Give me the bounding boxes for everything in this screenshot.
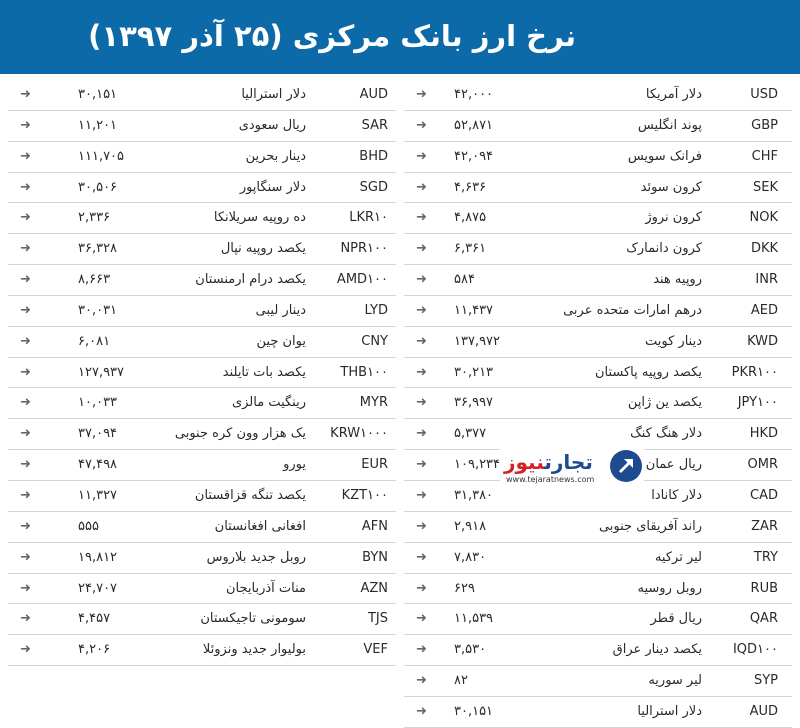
arrow-icon: ➜ xyxy=(416,673,427,689)
currency-row xyxy=(404,604,792,635)
currency-code: LYD xyxy=(364,302,388,318)
currency-code: GBP xyxy=(751,117,778,133)
currency-row xyxy=(404,419,792,450)
currency-code: BHD xyxy=(359,148,388,164)
currency-code: SAR xyxy=(361,117,388,133)
arrow-icon: ➜ xyxy=(416,518,427,534)
currency-table-left xyxy=(8,80,396,666)
currency-name: افغانی افغانستان xyxy=(214,518,306,534)
currency-row xyxy=(8,142,396,173)
currency-row xyxy=(404,173,792,204)
logo-brand-red: نیوز xyxy=(504,450,545,474)
currency-row xyxy=(404,666,792,697)
currency-code: NPR۱۰۰ xyxy=(340,241,388,257)
arrow-icon: ➜ xyxy=(20,333,31,349)
currency-name: روبل روسیه xyxy=(637,580,702,596)
currency-name: یوان چین xyxy=(256,333,306,349)
currency-row xyxy=(404,512,792,543)
arrow-icon: ➜ xyxy=(20,87,31,102)
currency-row xyxy=(8,203,396,234)
currency-code: JPY۱۰۰ xyxy=(737,395,778,411)
rate-value: ۶,۳۶۱ xyxy=(454,241,487,257)
currency-row xyxy=(8,450,396,481)
rate-value: ۱۹,۸۱۲ xyxy=(78,549,118,565)
arrow-icon: ➜ xyxy=(20,426,31,442)
currency-code: SYP xyxy=(753,673,778,689)
currency-name: یورو xyxy=(283,457,306,473)
rate-value: ۱۱,۲۰۱ xyxy=(78,117,118,133)
rate-value: ۱۱,۴۳۷ xyxy=(454,302,494,318)
currency-code: KRW۱۰۰۰ xyxy=(330,426,388,442)
arrow-icon: ➜ xyxy=(416,179,427,195)
currency-row xyxy=(8,604,396,635)
currency-code: LKR۱۰ xyxy=(349,210,388,226)
currency-row xyxy=(404,697,792,728)
arrow-icon: ➜ xyxy=(20,580,31,596)
currency-row xyxy=(8,419,396,450)
rate-value: ۱۱۱,۷۰۵ xyxy=(78,148,125,164)
rate-value: ۳۰,۲۱۳ xyxy=(454,364,494,380)
currency-name: رینگیت مالزی xyxy=(231,395,306,411)
rate-value: ۸,۶۶۳ xyxy=(78,272,111,288)
arrow-icon: ➜ xyxy=(20,364,31,380)
rate-value: ۱۰,۰۳۳ xyxy=(78,395,118,411)
currency-row xyxy=(8,234,396,265)
rate-value: ۶۲۹ xyxy=(454,580,475,596)
currency-code: AMD۱۰۰ xyxy=(336,272,388,288)
arrow-icon: ➜ xyxy=(416,580,427,596)
arrow-icon: ➜ xyxy=(20,611,31,627)
rate-value: ۲۴,۷۰۷ xyxy=(78,580,118,596)
arrow-icon: ➜ xyxy=(20,272,31,288)
rate-value: ۳۶,۳۲۸ xyxy=(78,241,118,257)
rate-value: ۴۷,۴۹۸ xyxy=(78,457,118,473)
currency-row xyxy=(8,265,396,296)
currency-row xyxy=(404,142,792,173)
currency-name: دلار کانادا xyxy=(651,487,702,503)
currency-row xyxy=(404,388,792,419)
currency-name: بولیوار جدید ونزوئلا xyxy=(202,642,306,658)
arrow-icon: ➜ xyxy=(20,487,31,503)
arrow-icon: ➜ xyxy=(416,487,427,503)
currency-name: دلار هنگ کنگ xyxy=(630,426,702,442)
rate-value: ۴,۸۷۵ xyxy=(454,210,487,226)
currency-code: ZAR xyxy=(751,518,778,534)
arrow-icon: ➜ xyxy=(20,241,31,257)
currency-row xyxy=(8,388,396,419)
rate-value: ۶,۰۸۱ xyxy=(78,333,111,349)
currency-name: یکصد روپیه نپال xyxy=(220,241,306,257)
arrow-icon: ➜ xyxy=(416,87,427,102)
currency-name: یکصد روپیه پاکستان xyxy=(594,364,702,380)
currency-name: دلار استرالیا xyxy=(241,87,306,102)
currency-name: یکصد درام ارمنستان xyxy=(195,272,306,288)
currency-code: AUD xyxy=(749,703,778,719)
currency-name: منات آذربایجان xyxy=(226,580,306,596)
currency-code: AZN xyxy=(360,580,388,596)
tejaratnews-logo xyxy=(500,448,644,488)
currency-row xyxy=(8,635,396,666)
arrow-icon: ➜ xyxy=(416,117,427,133)
currency-name: درهم امارات متحده عربی xyxy=(563,302,702,318)
logo-brand xyxy=(504,450,593,474)
currency-code: NOK xyxy=(749,210,778,226)
rate-value: ۱۰۹,۲۳۴ xyxy=(454,457,501,473)
logo-url: www.tejaratnews.com xyxy=(506,475,595,484)
rate-value: ۳۶,۹۹۷ xyxy=(454,395,494,411)
arrow-icon: ➜ xyxy=(20,210,31,226)
arrow-icon: ➜ xyxy=(20,642,31,658)
currency-row xyxy=(8,574,396,605)
rate-value: ۱۱,۳۲۷ xyxy=(78,487,118,503)
rate-value: ۵۲,۸۷۱ xyxy=(454,117,494,133)
arrow-icon: ➜ xyxy=(416,426,427,442)
currency-name: یکصد ین ژاپن xyxy=(627,395,702,411)
currency-name: دلار استرالیا xyxy=(637,703,702,719)
currency-row xyxy=(404,574,792,605)
currency-row xyxy=(404,358,792,389)
rate-value: ۸۲ xyxy=(454,673,468,689)
currency-row xyxy=(8,173,396,204)
arrow-icon: ➜ xyxy=(416,333,427,349)
rate-value: ۲,۹۱۸ xyxy=(454,518,487,534)
currency-name: روپیه هند xyxy=(653,272,702,288)
currency-code: KWD xyxy=(747,333,778,349)
currency-code: AED xyxy=(750,302,778,318)
currency-name: دینار کویت xyxy=(645,333,702,349)
currency-code: MYR xyxy=(359,395,388,411)
currency-name: یکصد دینار عراق xyxy=(612,642,702,658)
page-title: نرخ ارز بانک مرکزی (۲۵ آذر ۱۳۹۷) xyxy=(88,19,576,53)
rate-value: ۱۱,۵۳۹ xyxy=(454,611,494,627)
currency-code: DKK xyxy=(750,241,778,257)
currency-code: CHF xyxy=(751,148,778,164)
currency-name: سومونی تاجیکستان xyxy=(200,611,306,627)
currency-name: کرون دانمارک xyxy=(626,241,702,257)
currency-code: TJS xyxy=(367,611,388,627)
arrow-icon: ➜ xyxy=(20,148,31,164)
currency-code: IQD۱۰۰ xyxy=(732,642,778,658)
rate-value: ۴۲,۰۰۰ xyxy=(454,87,494,102)
arrow-icon: ➜ xyxy=(416,703,427,719)
currency-name: کرون نروژ xyxy=(645,210,702,226)
arrow-icon: ➜ xyxy=(20,179,31,195)
currency-row xyxy=(8,543,396,574)
arrow-icon: ➜ xyxy=(20,395,31,411)
currency-code: SGD xyxy=(359,179,388,195)
logo-brand-black: تجارت xyxy=(544,450,593,474)
arrow-icon: ➜ xyxy=(416,302,427,318)
header-bar xyxy=(0,0,800,74)
currency-row xyxy=(8,358,396,389)
currency-name: ده روپیه سریلانکا xyxy=(213,210,306,226)
currency-name: پوند انگلیس xyxy=(637,117,702,133)
arrow-icon: ➜ xyxy=(416,611,427,627)
logo-mark-icon xyxy=(610,450,642,482)
currency-row xyxy=(8,296,396,327)
currency-code: RUB xyxy=(750,580,778,596)
currency-code: OMR xyxy=(747,457,778,473)
currency-name: کرون سوئد xyxy=(640,179,702,195)
currency-code: KZT۱۰۰ xyxy=(341,487,388,503)
currency-row xyxy=(8,111,396,142)
currency-code: INR xyxy=(755,272,778,288)
currency-name: دلار آمریکا xyxy=(645,87,702,102)
currency-name: دینار بحرین xyxy=(245,148,306,164)
rate-value: ۵,۳۷۷ xyxy=(454,426,487,442)
currency-name: روبل جدید بلاروس xyxy=(206,549,306,565)
rate-value: ۲,۳۳۶ xyxy=(78,210,111,226)
currency-code: CNY xyxy=(361,333,388,349)
currency-name: ریال قطر xyxy=(650,611,702,627)
currency-row xyxy=(404,635,792,666)
rate-value: ۵۵۵ xyxy=(78,518,99,534)
arrow-icon: ➜ xyxy=(416,364,427,380)
currency-table-right xyxy=(404,80,792,728)
currency-name: راند آفریقای جنوبی xyxy=(598,518,702,534)
currency-code: HKD xyxy=(749,426,778,442)
currency-row xyxy=(8,80,396,111)
currency-row xyxy=(404,234,792,265)
arrow-icon: ➜ xyxy=(20,457,31,473)
rate-value: ۴,۲۰۶ xyxy=(78,642,111,658)
currency-code: THB۱۰۰ xyxy=(340,364,388,380)
rate-value: ۳۰,۵۰۶ xyxy=(78,179,118,195)
rate-value: ۳۰,۱۵۱ xyxy=(454,703,494,719)
currency-name: یک هزار وون کره جنوبی xyxy=(174,426,306,442)
arrow-icon: ➜ xyxy=(20,518,31,534)
rate-value: ۱۳۷,۹۷۲ xyxy=(454,333,501,349)
arrow-icon: ➜ xyxy=(416,272,427,288)
arrow-icon: ➜ xyxy=(20,117,31,133)
currency-row xyxy=(8,327,396,358)
rate-value: ۴,۴۵۷ xyxy=(78,611,111,627)
rate-value: ۵۸۴ xyxy=(454,272,475,288)
currency-code: CAD xyxy=(750,487,778,503)
rate-value: ۱۲۷,۹۳۷ xyxy=(78,364,125,380)
currency-name: لیر سوریه xyxy=(648,673,702,689)
rate-value: ۳۱,۳۸۰ xyxy=(454,487,494,503)
currency-row xyxy=(404,80,792,111)
arrow-icon: ➜ xyxy=(20,302,31,318)
currency-row xyxy=(404,111,792,142)
currency-name: لیر ترکیه xyxy=(654,549,702,565)
currency-code: AFN xyxy=(361,518,388,534)
currency-code: PKR۱۰۰ xyxy=(731,364,778,380)
rate-value: ۴,۶۳۶ xyxy=(454,179,487,195)
arrow-icon: ➜ xyxy=(416,457,427,473)
currency-name: دلار سنگاپور xyxy=(239,179,306,195)
arrow-icon: ➜ xyxy=(416,395,427,411)
currency-code: BYN xyxy=(362,549,388,565)
currency-name: یکصد بات تایلند xyxy=(222,364,306,380)
currency-code: VEF xyxy=(363,642,388,658)
arrow-icon: ➜ xyxy=(416,642,427,658)
currency-name: ریال سعودی xyxy=(238,117,306,133)
rate-value: ۴۲,۰۹۴ xyxy=(454,148,494,164)
arrow-icon: ➜ xyxy=(416,549,427,565)
currency-row xyxy=(404,203,792,234)
currency-row xyxy=(404,296,792,327)
currency-name: فرانک سویس xyxy=(627,148,702,164)
rate-value: ۳,۵۳۰ xyxy=(454,642,487,658)
rate-value: ۳۷,۰۹۴ xyxy=(78,426,118,442)
rate-value: ۳۰,۰۳۱ xyxy=(78,302,118,318)
currency-code: TRY xyxy=(753,549,778,565)
currency-row xyxy=(8,481,396,512)
currency-name: یکصد تنگه قزاقستان xyxy=(194,487,306,503)
currency-code: QAR xyxy=(749,611,778,627)
arrow-icon: ➜ xyxy=(416,148,427,164)
arrow-icon: ➜ xyxy=(416,210,427,226)
currency-row xyxy=(404,543,792,574)
rate-value: ۷,۸۳۰ xyxy=(454,549,487,565)
currency-code: EUR xyxy=(361,457,388,473)
currency-name: دینار لیبی xyxy=(255,302,306,318)
arrow-icon: ➜ xyxy=(416,241,427,257)
currency-name: ریال عمان xyxy=(645,457,702,473)
currency-row xyxy=(8,512,396,543)
rate-value: ۳۰,۱۵۱ xyxy=(78,87,118,102)
currency-code: USD xyxy=(750,87,778,102)
currency-row xyxy=(404,327,792,358)
arrow-icon: ➜ xyxy=(20,549,31,565)
currency-code: AUD xyxy=(359,87,388,102)
currency-row xyxy=(404,265,792,296)
currency-code: SEK xyxy=(753,179,778,195)
